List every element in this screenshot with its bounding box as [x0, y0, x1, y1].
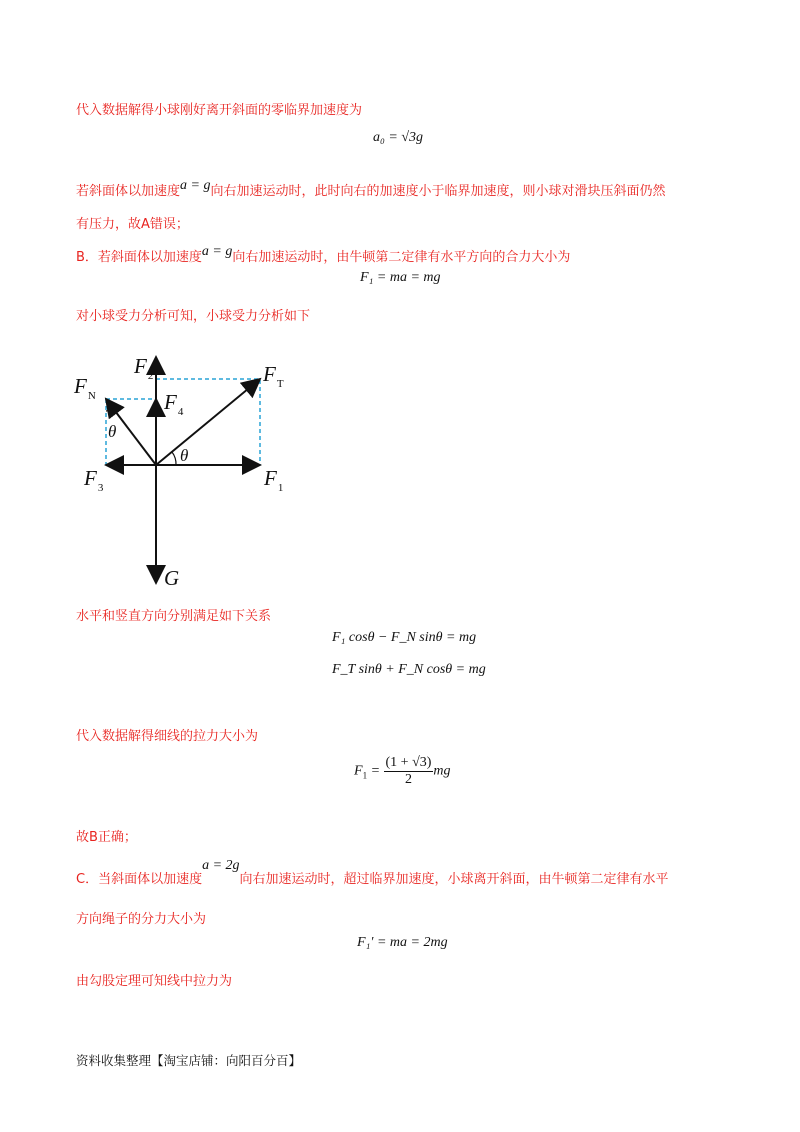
text-line-9: C．当斜面体以加速度a = 2g向右加速运动时，超过临界加速度，小球离开斜面，由牛顿第二定律有水平	[76, 858, 669, 887]
fraction-denominator: 2	[404, 772, 412, 787]
equation-rope-component: F₁′ = ma = 2mg	[357, 935, 448, 950]
label-F3: $F_3$	[84, 466, 104, 494]
label-G: G	[164, 566, 180, 590]
label-FT: $F_T$	[263, 362, 284, 390]
label-F4: $F_4$	[164, 390, 184, 418]
text-line-10: 方向绳子的分力大小为	[76, 912, 207, 927]
footer-source: 资料收集整理【淘宝店铺：向阳百分百】	[76, 1053, 302, 1068]
force-diagram	[60, 345, 320, 595]
inline-math-a-eq-g: a = g	[180, 178, 211, 193]
fraction-numerator: (1 + √3)	[385, 755, 432, 770]
text-line-5: 对小球受力分析可知，小球受力分析如下	[76, 309, 311, 324]
text-line-7: 代入数据解得细线的拉力大小为	[76, 729, 259, 744]
equation-tension: $F_1$ = $\frac{(1 + √3)}{2}$ mg	[354, 755, 451, 787]
label-F1: $F_1$	[264, 466, 284, 494]
text-line-4: B．若斜面体以加速度a = g向右加速运动时，由牛顿第二定律有水平方向的合力大小为	[76, 244, 571, 265]
equation-net-force: F₁ = ma = mg	[360, 270, 441, 285]
label-FN: $F_N$	[74, 374, 96, 402]
equation-vertical: F_T sinθ + F_N cosθ = mg	[332, 662, 486, 677]
text-line-3: 有压力，故A错误；	[76, 217, 189, 232]
inline-math-a-eq-g-2: a = g	[201, 244, 233, 259]
equation-critical-accel: a₀ = √3g	[373, 130, 423, 145]
text-line-6: 水平和竖直方向分别满足如下关系	[76, 609, 272, 624]
text-line-1: 代入数据解得小球刚好离开斜面的零临界加速度为	[76, 103, 363, 118]
text-line-2: 若斜面体以加速度a = g向右加速运动时，此时向右的加速度小于临界加速度，则小球对滑块压斜面仍然	[76, 178, 666, 199]
text-line-8: 故B正确；	[76, 830, 137, 845]
label-F2: $F_2$	[134, 354, 154, 382]
text-line-11: 由勾股定理可知线中拉力为	[76, 974, 233, 989]
label-theta-left: θ	[108, 422, 117, 441]
angle-arc-right	[172, 452, 176, 465]
label-theta-right: θ	[180, 446, 189, 465]
equation-horizontal: F₁ cosθ − F_N sinθ = mg	[332, 630, 477, 645]
inline-math-a-eq-2g: a = 2g	[202, 858, 240, 873]
